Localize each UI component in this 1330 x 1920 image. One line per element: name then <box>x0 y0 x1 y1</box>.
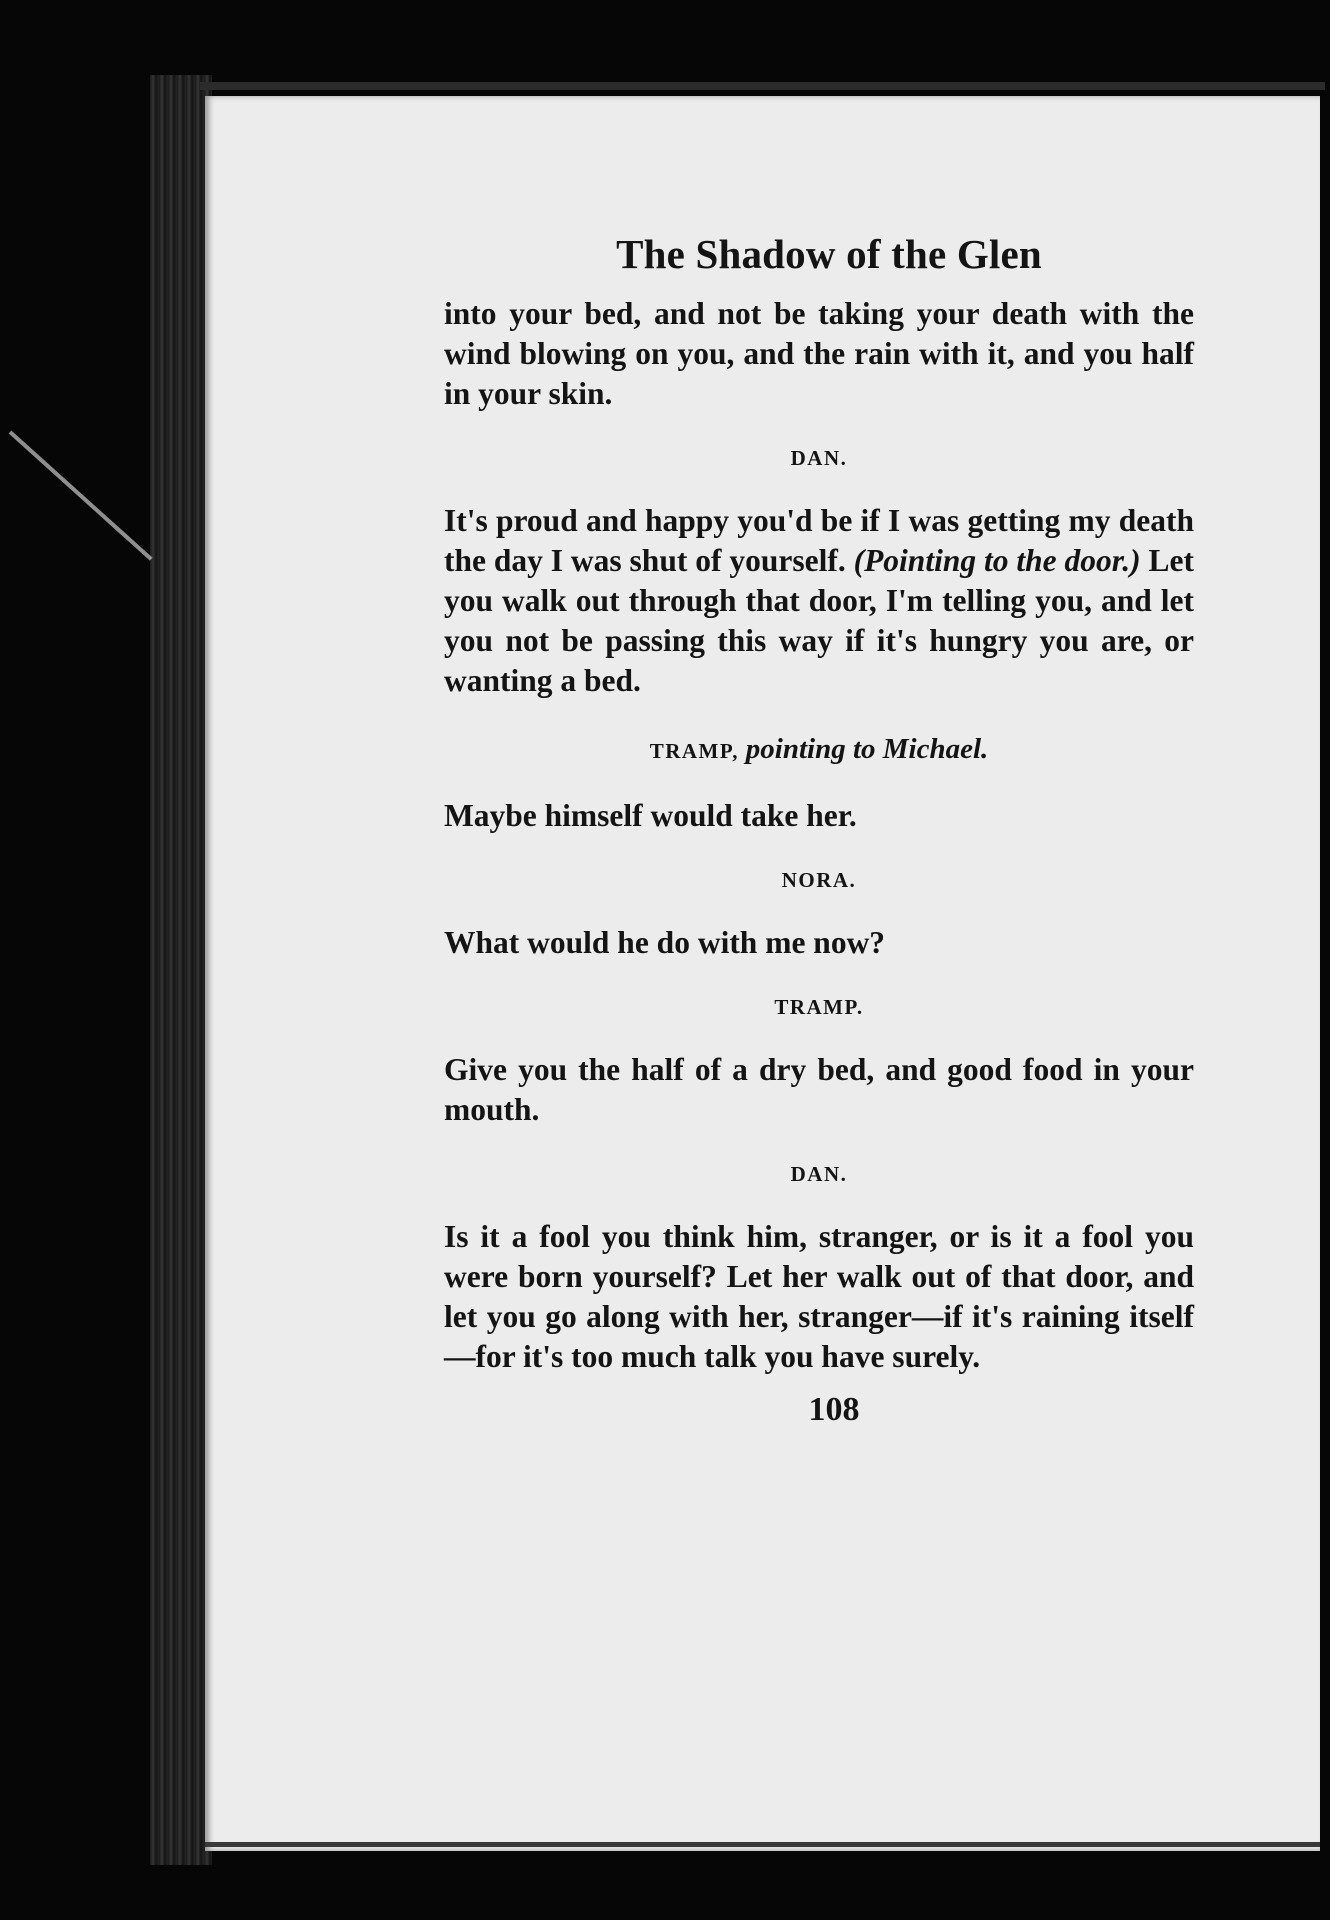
running-head: The Shadow of the Glen <box>616 231 1042 277</box>
speaker-name: NORA. <box>781 868 857 892</box>
speaker-heading <box>444 733 1194 766</box>
speech-paragraph: into your bed, and not be taking your death with the wind blowing on you, and the rain with it, and you half in your skin. <box>444 296 1194 411</box>
page-top-edge <box>200 82 1325 90</box>
speech-text: Let you walk out through that door, I'm telling you, and let you not be passing this way if it's hungry you are, or wanting a bed. <box>444 543 1195 698</box>
speaker-name: DAN. <box>790 446 848 470</box>
book-ribbon <box>9 431 153 561</box>
stage-direction: (Pointing to the door.) <box>853 543 1141 578</box>
page-text <box>444 230 1194 1429</box>
page-bottom-edge <box>205 1842 1320 1847</box>
speech-paragraph: What would he do with me now? <box>444 925 886 960</box>
stage-direction: pointing to Michael. <box>745 733 989 765</box>
speaker-name: TRAMP, <box>649 739 740 763</box>
speech-paragraph: Maybe himself would take her. <box>444 798 857 833</box>
book-spine <box>150 75 212 1865</box>
speech-paragraph: Give you the half of a dry bed, and good food in your mouth. <box>444 1052 1194 1127</box>
speech-paragraph: Is it a fool you think him, stranger, or is it a fool you were born yourself? Let her walk out of that door, and let you go along with her, stranger—if it's raining itself—for it's too much talk you have surely. <box>444 1219 1194 1374</box>
speaker-name: DAN. <box>790 1162 848 1186</box>
speaker-name: TRAMP. <box>774 995 864 1019</box>
speech-paragraph <box>444 501 1194 701</box>
speech-text: It's proud and happy you'd be if I was getting my death the day I was shut of yourself. <box>444 503 1194 578</box>
page-number: 108 <box>808 1391 860 1428</box>
